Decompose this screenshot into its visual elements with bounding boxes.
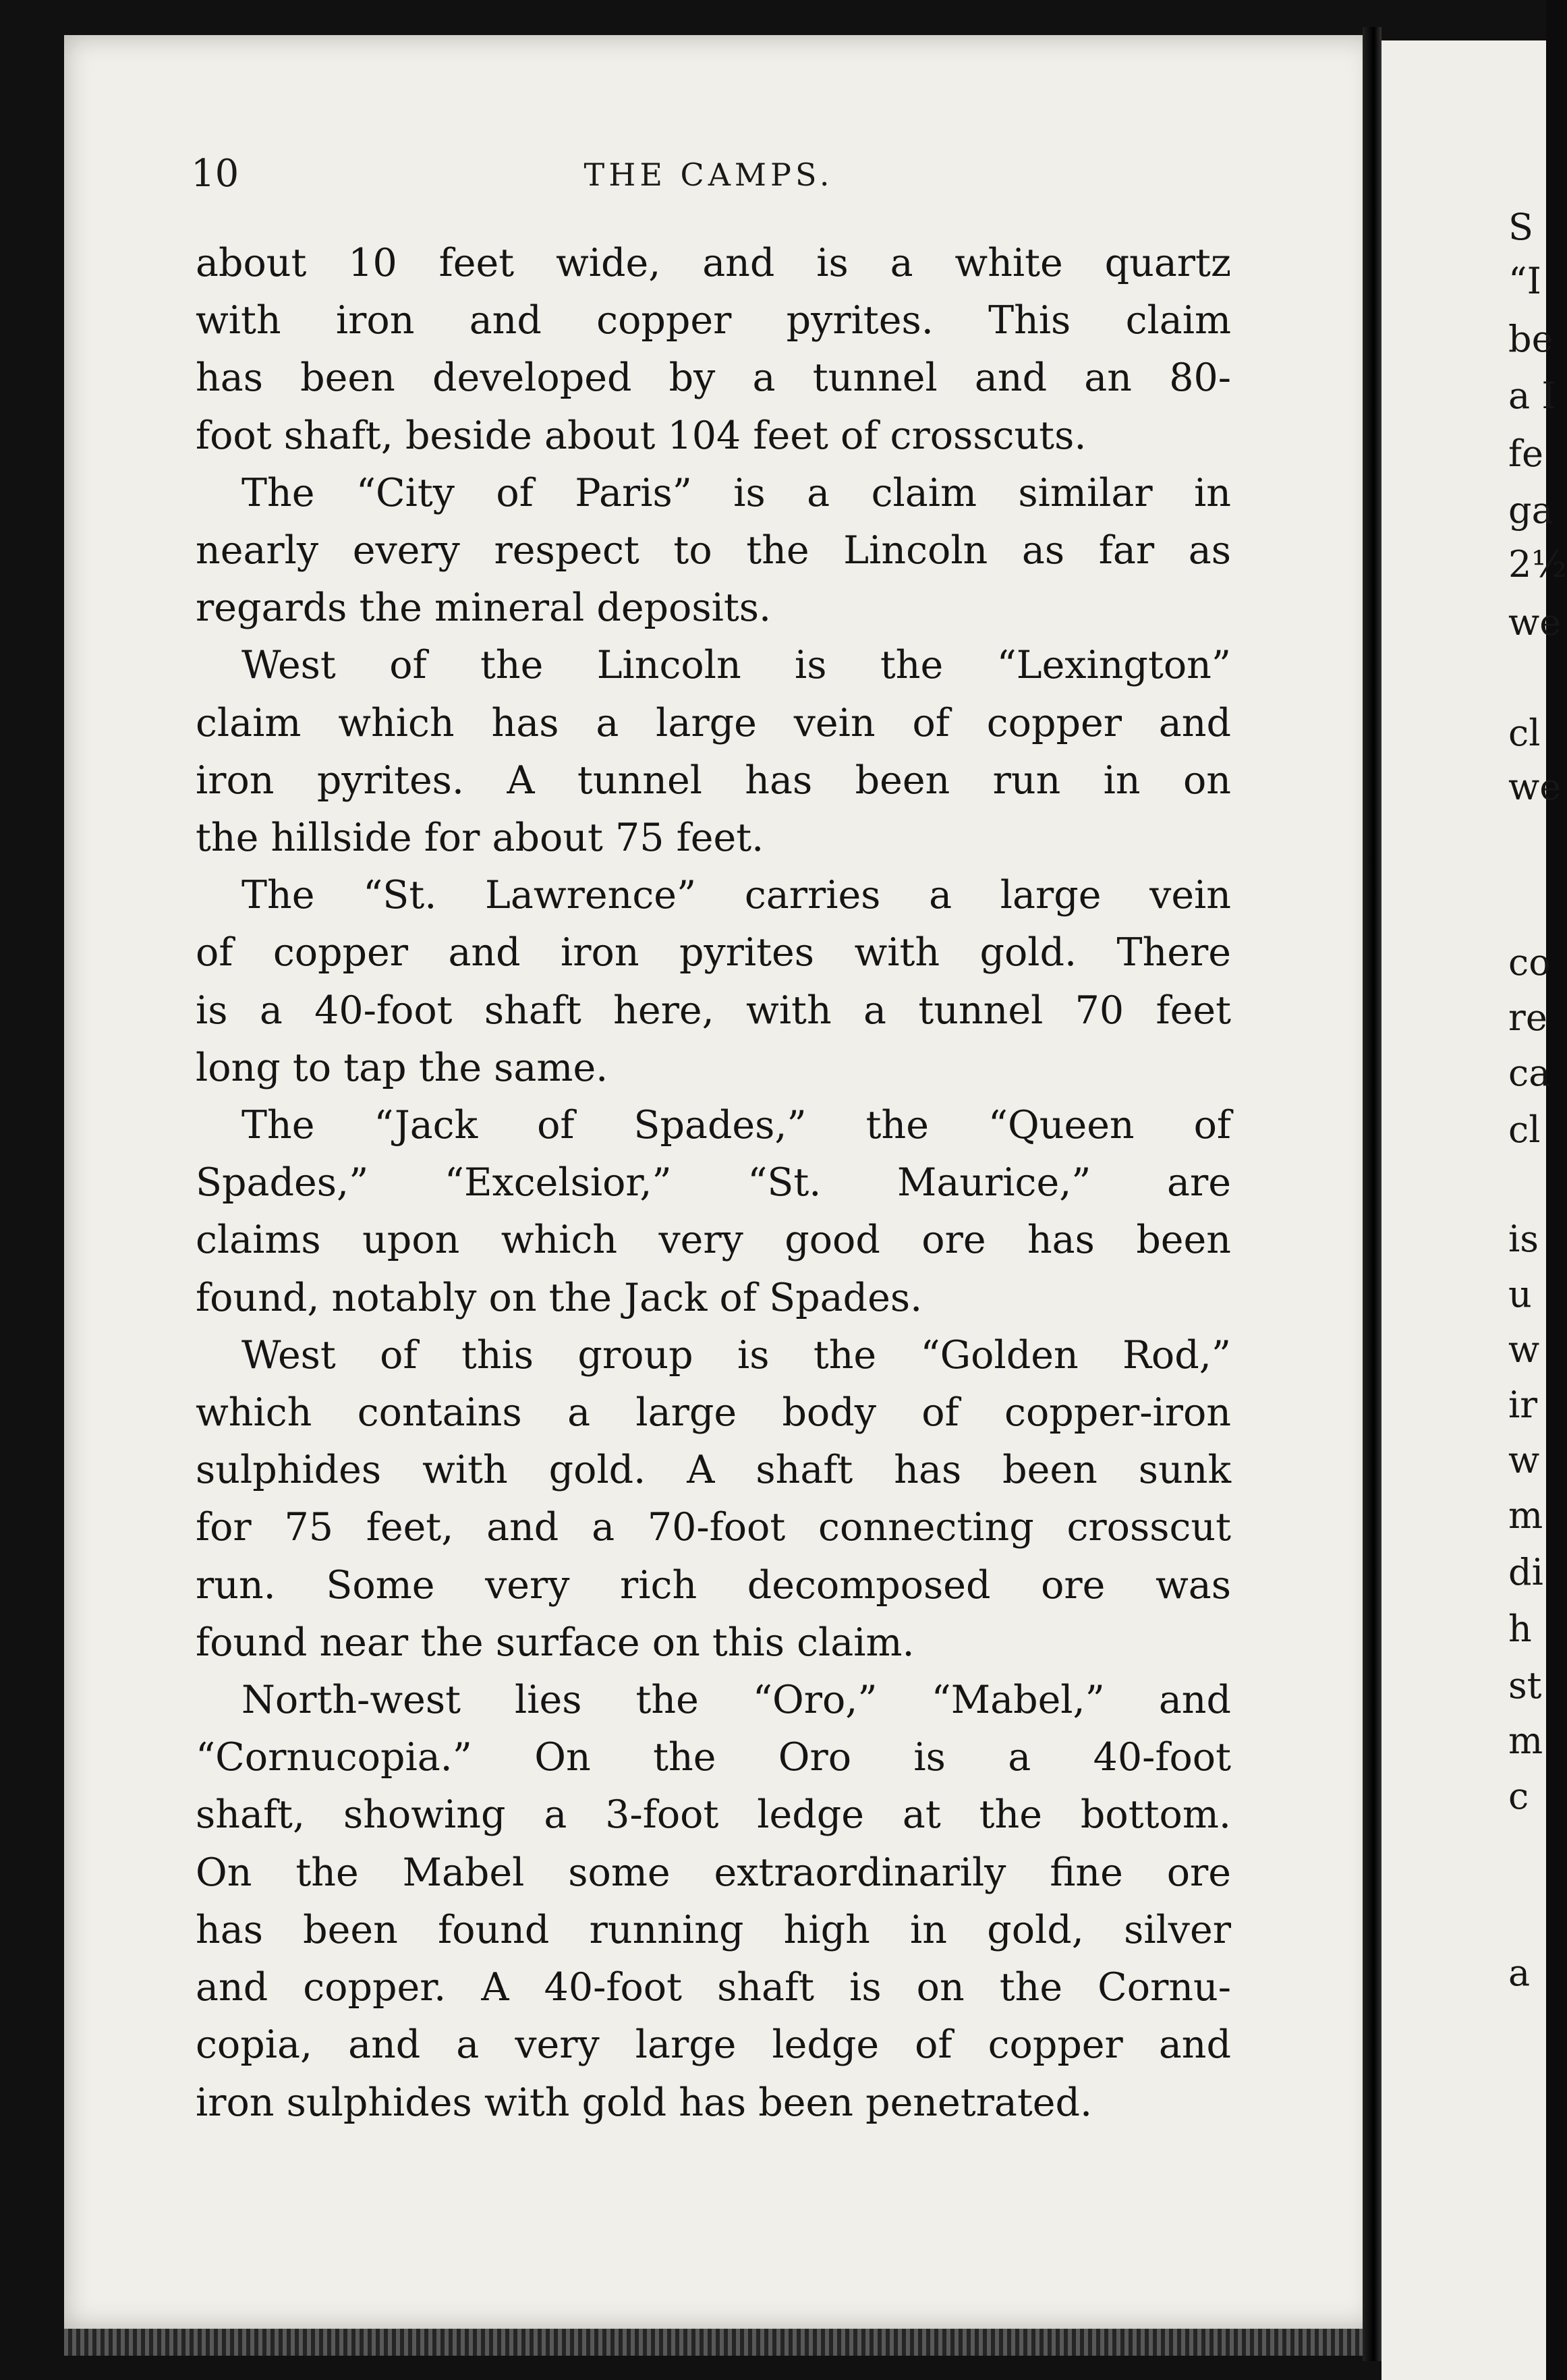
text-line: of copper and iron pyrites with gold. There [196, 930, 1231, 975]
text-line: has been developed by a tunnel and an 80- [196, 356, 1231, 401]
text-line: claims upon which very good ore has been [196, 1218, 1231, 1263]
text-line: Spades,” “Excelsior,” “St. Maurice,” are [196, 1160, 1231, 1206]
text-line: run. Some very rich decomposed ore was [196, 1562, 1231, 1608]
facing-page-fragment: ga [1508, 489, 1554, 532]
text-line: and copper. A 40-foot shaft is on the Cornu- [196, 1965, 1231, 2010]
facing-page-fragment: fe [1508, 432, 1543, 475]
text-line: “Cornucopia.” On the Oro is a 40-foot [196, 1735, 1231, 1780]
paragraph [196, 465, 1231, 638]
paragraph [196, 637, 1231, 867]
text-line: iron pyrites. A tunnel has been run in on [196, 758, 1231, 803]
text-line: found near the surface on this claim. [196, 1620, 915, 1665]
text-line: about 10 feet wide, and is a white quartz [196, 241, 1231, 285]
text-line: regards the mineral deposits. [196, 586, 772, 631]
text-line: the hillside for about 75 feet. [196, 816, 764, 861]
facing-page-fragment: “I [1508, 260, 1541, 302]
facing-page-fragment: m [1508, 1720, 1543, 1762]
facing-page-fragment: cl [1508, 712, 1541, 754]
facing-page-fragment: is [1508, 1218, 1539, 1260]
text-line: West of this group is the “Golden Rod,” [241, 1332, 1231, 1378]
facing-page-fragment: be [1508, 318, 1554, 360]
facing-page-fragment: re [1508, 996, 1547, 1039]
page-number: 10 [191, 152, 239, 196]
book-gutter [1363, 27, 1381, 2361]
text-line: North-west lies the “Oro,” “Mabel,” and [241, 1678, 1231, 1723]
text-line: long to tap the same. [196, 1045, 608, 1090]
text-line: The “St. Lawrence” carries a large vein [241, 873, 1231, 918]
facing-page-fragment: m [1508, 1494, 1543, 1537]
facing-page-fragment: st [1508, 1664, 1542, 1707]
text-line: is a 40-foot shaft here, with a tunnel 70 feet [196, 988, 1231, 1033]
facing-page-fragment: a [1508, 1952, 1531, 1994]
text-line: shaft, showing a 3-foot ledge at the bottom. [196, 1792, 1231, 1838]
text-line: claim which has a large vein of copper and [196, 700, 1231, 745]
paragraph [196, 1672, 1231, 2132]
text-line: nearly every respect to the Lincoln as far as [196, 528, 1231, 573]
paragraph [196, 867, 1231, 1097]
running-head: THE CAMPS. [583, 157, 834, 193]
facing-page-fragment: u [1508, 1273, 1532, 1315]
facing-page-fragment: co [1508, 941, 1551, 984]
facing-page [1381, 40, 1567, 2380]
page-edge [64, 2329, 1376, 2356]
facing-page-fragment: we [1508, 766, 1562, 808]
paragraph [196, 235, 1231, 465]
paragraph [196, 1327, 1231, 1672]
text-line: found, notably on the Jack of Spades. [196, 1275, 923, 1320]
facing-page-fragment: S [1508, 206, 1533, 248]
facing-page-fragment: we [1508, 601, 1562, 644]
text-line: West of the Lincoln is the “Lexington” [241, 643, 1231, 688]
text-line: On the Mabel some extraordinarily fine ore [196, 1850, 1231, 1895]
facing-page-fragment: w [1508, 1439, 1540, 1481]
text-line: with iron and copper pyrites. This claim [196, 298, 1231, 343]
text-line: iron sulphides with gold has been penetrated. [196, 2080, 1093, 2125]
paragraph [196, 1097, 1231, 1327]
facing-page-fragment: ir [1508, 1384, 1538, 1426]
facing-page-fragment: w [1508, 1328, 1540, 1371]
text-line: for 75 feet, and a 70-foot connecting crosscut [196, 1505, 1231, 1550]
text-line: copia, and a very large ledge of copper and [196, 2022, 1231, 2068]
text-line: foot shaft, beside about 104 feet of crosscuts. [196, 413, 1087, 458]
facing-page-fragment: c [1508, 1775, 1529, 1817]
facing-page-fragment: 2½ [1508, 543, 1567, 586]
body-text [196, 235, 1231, 2132]
text-line: sulphides with gold. A shaft has been sunk [196, 1448, 1231, 1493]
text-line: has been found running high in gold, silver [196, 1907, 1231, 1952]
facing-page-fragment: h [1508, 1608, 1532, 1650]
facing-page-fragment: di [1508, 1551, 1543, 1593]
text-line: The “City of Paris” is a claim similar in [241, 470, 1231, 515]
facing-page-fragment: ca [1508, 1052, 1551, 1094]
facing-page-fragment: cl [1508, 1108, 1541, 1151]
text-line: which contains a large body of copper-iron [196, 1390, 1231, 1436]
facing-page-fragment: a I [1508, 374, 1556, 417]
text-line: The “Jack of Spades,” the “Queen of [241, 1103, 1231, 1148]
